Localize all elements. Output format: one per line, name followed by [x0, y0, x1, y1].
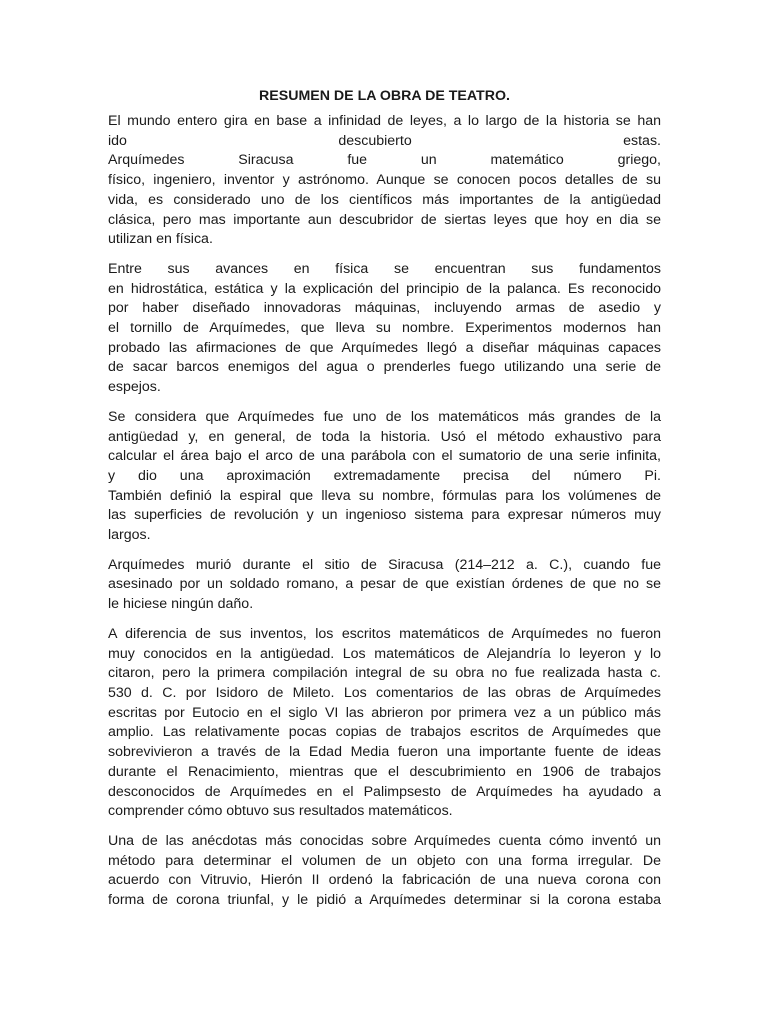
paragraph-line: en hidrostática, estática y la explicación del principio de la palanca. Es reconocido — [108, 280, 661, 297]
paragraph-line: durante el Renacimiento, mientras que el descubrimiento en 1906 de trabajos — [108, 763, 661, 780]
paragraph-line: de sacar barcos enemigos del agua o prenderles fuego utilizando una serie de — [108, 359, 661, 376]
paragraph-line: desconocidos de Arquímedes en el Palimpsesto de Arquímedes ha ayudado a — [108, 783, 661, 800]
paragraph-line: largos. — [108, 527, 151, 544]
document-page — [108, 87, 661, 921]
paragraph — [108, 556, 661, 615]
paragraph-line: escritas por Eutocio en el siglo VI las abrieron por primera vez a un público más — [108, 704, 661, 721]
paragraph-line: físico, ingeniero, inventor y astrónomo. Aunque se conocen pocos detalles de su — [108, 172, 661, 189]
paragraph-line: le hiciese ningún daño. — [108, 596, 254, 613]
paragraph-line: Una de las anécdotas más conocidas sobre Arquímedes cuenta cómo inventó un — [108, 832, 661, 849]
paragraph — [108, 260, 661, 398]
paragraph-line: clásica, pero mas importante aun descubridor de siertas leyes que hoy en dia se — [108, 211, 661, 228]
paragraph-line: por haber diseñado innovadoras máquinas, incluyendo armas de asedio y — [108, 300, 661, 317]
paragraph-line: comprender cómo obtuvo sus resultados matemáticos. — [108, 803, 453, 820]
paragraph-line: calcular el área bajo el arco de una parábola con el sumatorio de una serie infinita, — [108, 448, 661, 465]
paragraph-line: Entre sus avances en física se encuentran sus fundamentos — [108, 260, 661, 277]
paragraph-line: las superficies de revolución y un ingenioso sistema para expresar números muy — [108, 507, 661, 524]
paragraph-line: y dio una aproximación extremadamente precisa del número Pi. — [108, 467, 661, 484]
paragraph-line: citaron, pero la primera compilación integral de su obra no fue realizada hasta c. — [108, 665, 661, 682]
paragraph-line: espejos. — [108, 379, 161, 396]
paragraph-line: El mundo entero gira en base a infinidad de leyes, a lo largo de la historia se han — [108, 113, 661, 129]
paragraph-line: A diferencia de sus inventos, los escritos matemáticos de Arquímedes no fueron — [108, 625, 661, 642]
document-body — [108, 112, 661, 911]
paragraph — [108, 112, 661, 250]
paragraph-line: forma de corona triunfal, y le pidió a Arquímedes determinar si la corona estaba — [108, 892, 661, 909]
paragraph-line: ido descubierto estas. — [108, 132, 661, 149]
paragraph-line: acuerdo con Vitruvio, Hierón II ordenó la fabricación de una nueva corona con — [108, 872, 661, 889]
paragraph-line: amplio. Las relativamente pocas copias de trabajos escritos de Arquímedes que — [108, 724, 661, 741]
paragraph-line: sobrevivieron a través de la Edad Media fueron una importante fuente de ideas — [108, 744, 661, 761]
paragraph-line: Se considera que Arquímedes fue uno de los matemáticos más grandes de la — [108, 408, 661, 425]
paragraph-line: utilizan en física. — [108, 231, 213, 248]
paragraph-line: probado las afirmaciones de que Arquímedes llegó a diseñar máquinas capaces — [108, 339, 661, 356]
paragraph-line: También definió la espiral que lleva su nombre, fórmulas para los volúmenes de — [108, 487, 661, 504]
paragraph-line: 530 d. C. por Isidoro de Mileto. Los comentarios de las obras de Arquímedes — [108, 684, 661, 701]
paragraph-line: vida, es considerado uno de los científicos más importantes de la antigüedad — [108, 191, 661, 208]
paragraph-line: Arquímedes Siracusa fue un matemático griego, — [108, 152, 661, 169]
paragraph — [108, 832, 661, 911]
paragraph-line: muy conocidos en la antigüedad. Los matemáticos de Alejandría lo leyeron y lo — [108, 645, 661, 662]
paragraph-line: Arquímedes murió durante el sitio de Siracusa (214–212 a. C.), cuando fue — [108, 556, 661, 573]
paragraph-line: método para determinar el volumen de un objeto con una forma irregular. De — [108, 852, 661, 869]
paragraph-line: asesinado por un soldado romano, a pesar de que existían órdenes de que no se — [108, 576, 661, 593]
paragraph-line: antigüedad y, en general, de toda la historia. Usó el método exhaustivo para — [108, 428, 661, 445]
paragraph — [108, 408, 661, 546]
paragraph — [108, 625, 661, 822]
paragraph-line: el tornillo de Arquímedes, que lleva su nombre. Experimentos modernos han — [108, 320, 661, 337]
document-title: RESUMEN DE LA OBRA DE TEATRO. — [259, 88, 510, 104]
